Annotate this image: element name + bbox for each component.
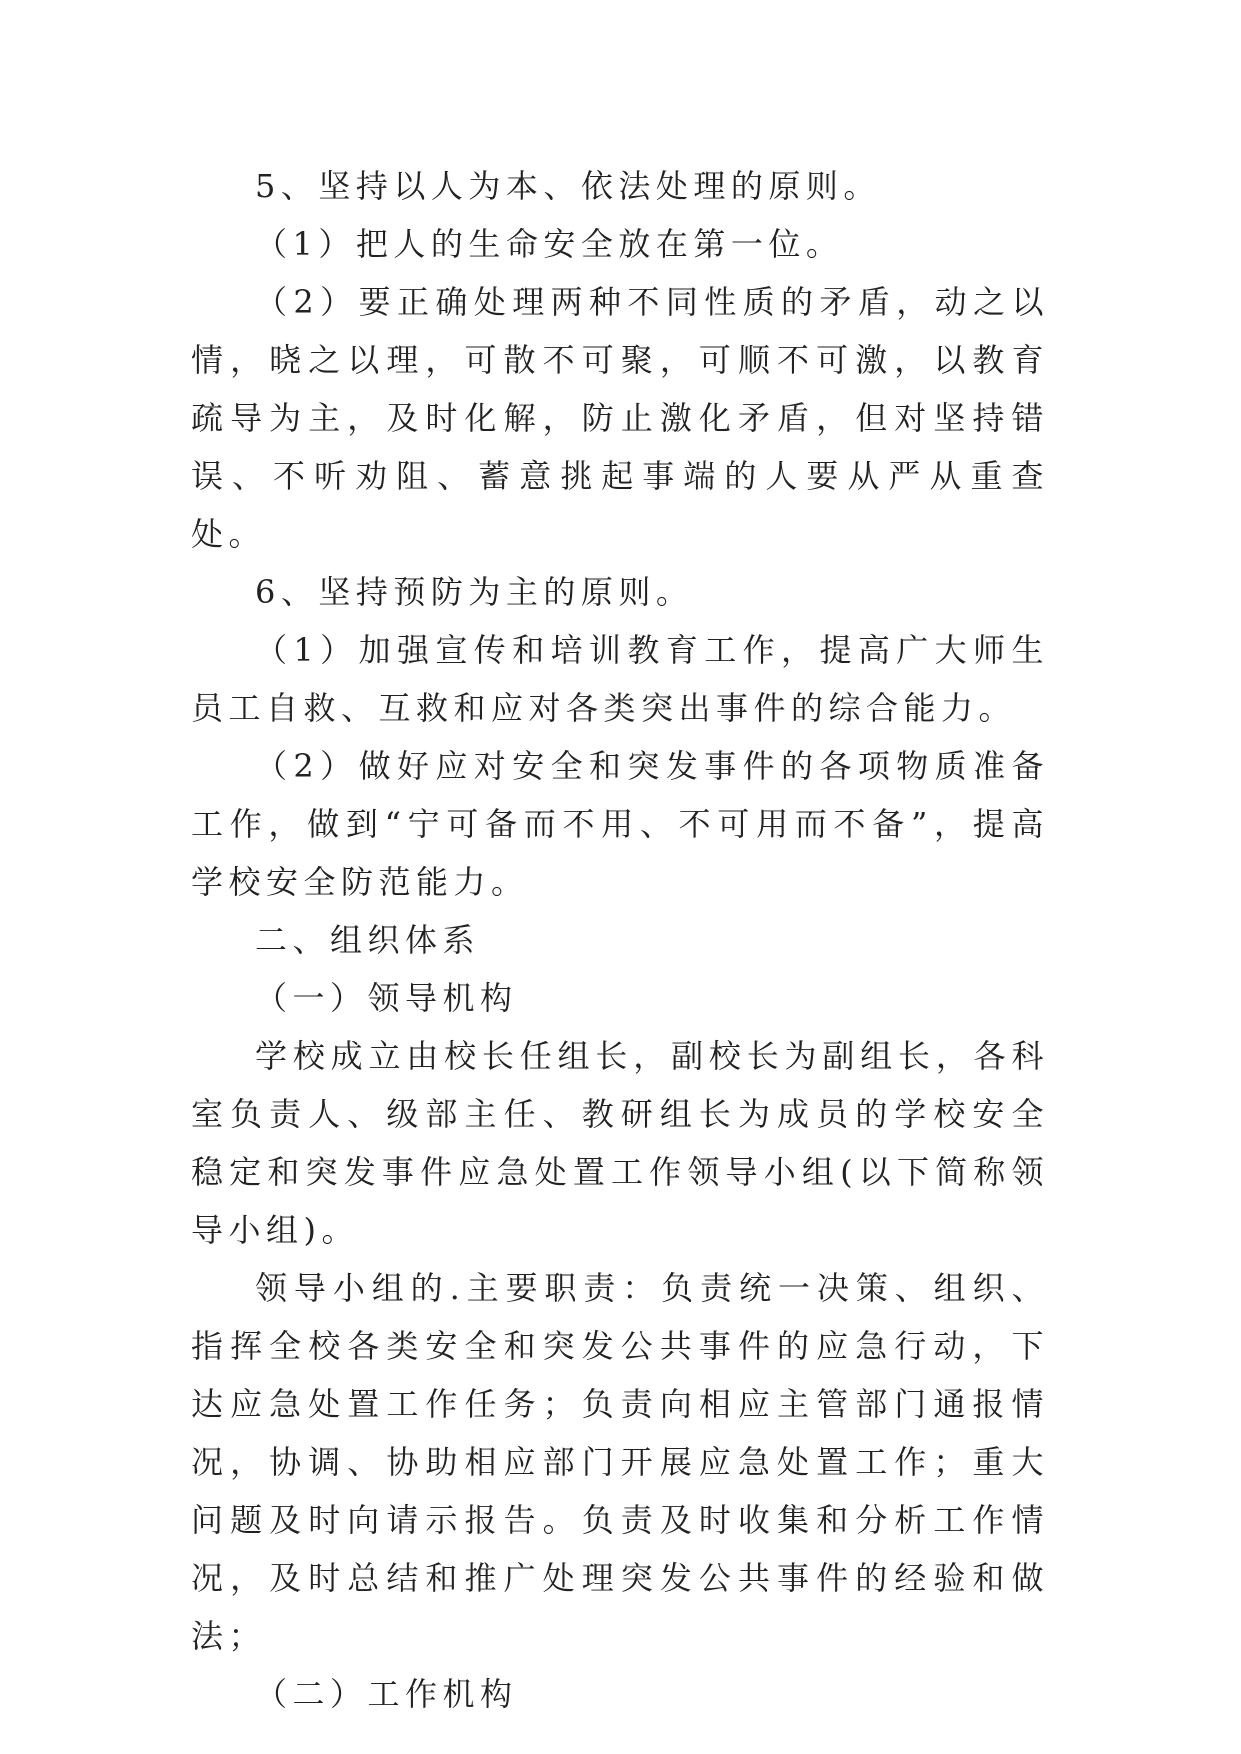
leadership-duties-paragraph: 领导小组的.主要职责：负责统一决策、组织、指挥全校各类安全和突发公共事件的应急行动，下达应急处置工作任务；负责向相应主管部门通报情况，协调、协助相应部门开展应急处置工作；重大问题及时向请示报告。负责及时收集和分析工作情况，及时总结和推广处理突发公共事件的经验和做法； <box>191 1269 1049 1655</box>
subsection-working-heading: （二）工作机构 <box>255 1675 518 1713</box>
section-2-heading: 二、组织体系 <box>255 921 481 959</box>
principle-5-heading: 5、坚持以人为本、依法处理的原则。 <box>255 167 881 205</box>
principle-6-heading: 6、坚持预防为主的原则。 <box>255 573 694 611</box>
principle-5-item-1: （1）把人的生命安全放在第一位。 <box>255 225 844 263</box>
document-body <box>191 157 1049 1723</box>
principle-6-item-2: （2）做好应对安全和突发事件的各项物质准备工作，做到“宁可备而不用、不可用而不备”，提高学校安全防范能力。 <box>191 747 1049 901</box>
principle-5-item-2: （2）要正确处理两种不同性质的矛盾，动之以情，晓之以理，可散不可聚，可顺不可激，以教育疏导为主，及时化解，防止激化矛盾，但对坚持错误、不听劝阻、蓄意挑起事端的人要从严从重查处。 <box>191 283 1049 553</box>
principle-6-item-1: （1）加强宣传和培训教育工作，提高广大师生员工自救、互救和应对各类突出事件的综合能力。 <box>191 631 1049 727</box>
leadership-group-paragraph: 学校成立由校长任组长，副校长为副组长，各科室负责人、级部主任、教研组长为成员的学校安全稳定和突发事件应急处置工作领导小组(以下简称领导小组)。 <box>191 1037 1049 1249</box>
subsection-leadership-heading: （一）领导机构 <box>255 979 518 1017</box>
